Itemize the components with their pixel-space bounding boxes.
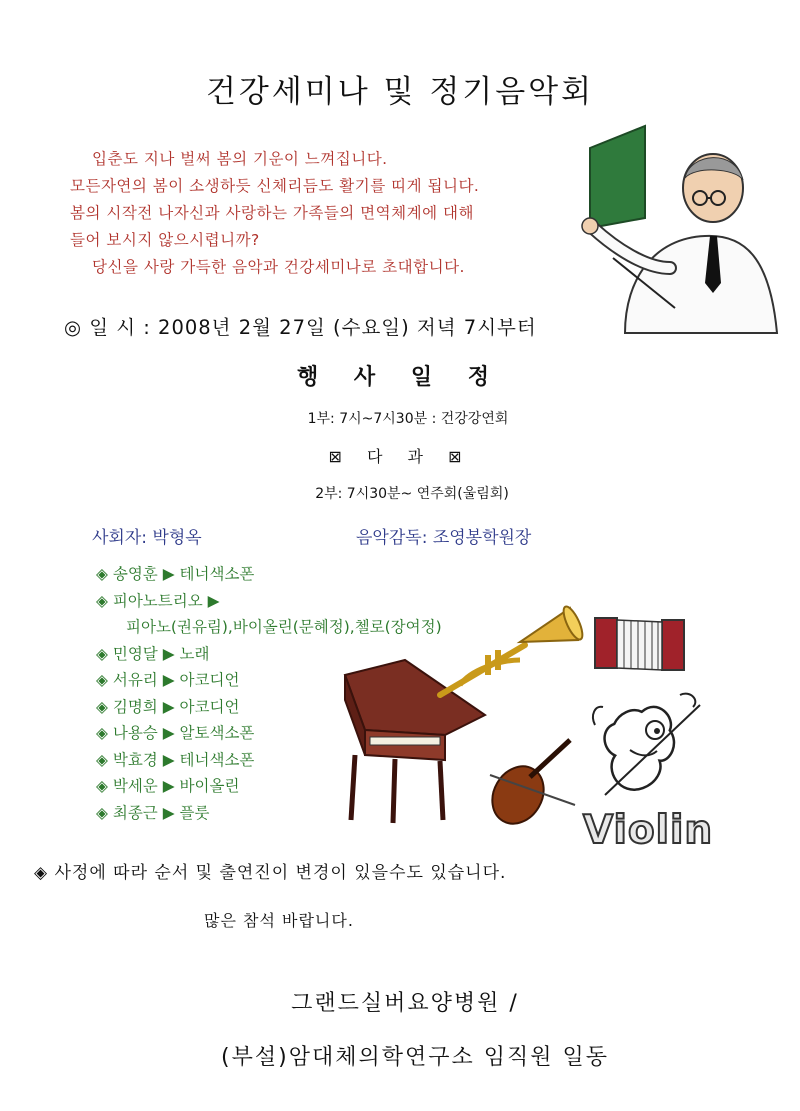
list-item: ◈ 송영훈 ▶ 테너색소폰 bbox=[96, 565, 255, 583]
schedule-title: 행 사 일 정 bbox=[297, 365, 503, 390]
trumpet-illustration bbox=[430, 600, 580, 710]
intro-line: 당신을 사랑 가득한 음악과 건강세미나로 초대합니다. bbox=[92, 258, 465, 276]
intro-line: 입춘도 지나 벌써 봄의 기운이 느껴집니다. bbox=[92, 150, 388, 168]
intro-line: 모든자연의 봄이 소생하듯 신체리듬도 활기를 띠게 됩니다. bbox=[70, 177, 480, 195]
list-item: ◈ 피아노트리오 ▶ bbox=[96, 591, 220, 610]
schedule-part2: 2부: 7시30분~ 연주회(울림회) bbox=[315, 486, 509, 502]
event-date: ◎ 일 시 : 2008년 2월 27일 (수요일) 저녁 7시부터 bbox=[64, 316, 537, 339]
cello-illustration bbox=[480, 735, 580, 830]
list-item: ◈ 박세운 ▶ 바이올린 bbox=[96, 777, 240, 795]
intro-line: 들어 보시지 않으시렵니까? bbox=[70, 231, 260, 249]
list-item: ◈ 최종근 ▶ 플룻 bbox=[96, 803, 210, 822]
list-item: ◈ 민영달 ▶ 노래 bbox=[96, 644, 210, 663]
page-title: 건강세미나 및 정기음악회 bbox=[205, 74, 595, 110]
organizer-line1: 그랜드실버요양병원 / bbox=[291, 991, 519, 1016]
conductor-illustration bbox=[565, 108, 780, 333]
list-item: ◈ 박효경 ▶ 테너색소폰 bbox=[96, 750, 255, 769]
list-item: ◈ 김명희 ▶ 아코디언 bbox=[96, 697, 240, 716]
list-item: ◈ 서유리 ▶ 아코디언 bbox=[96, 671, 240, 689]
host-label: 사회자: 박형옥 bbox=[92, 528, 202, 548]
change-notice: ◈ 사정에 따라 순서 및 출연진이 변경이 있을수도 있습니다. bbox=[34, 863, 507, 883]
music-director-label: 음악감독: 조영봉학원장 bbox=[356, 528, 532, 548]
intro-paragraph bbox=[70, 146, 570, 281]
organizer-line2: (부설)암대체의학연구소 임직원 일동 bbox=[221, 1045, 609, 1070]
accordion-illustration bbox=[592, 610, 687, 680]
violin-label: Violin bbox=[583, 808, 714, 853]
schedule-part1: 1부: 7시~7시30분 : 건강강연회 bbox=[307, 411, 509, 427]
cartoon-violin-illustration bbox=[585, 685, 715, 815]
schedule-break: ⊠ 다 과 ⊠ bbox=[328, 447, 472, 466]
welcome-message: 많은 참석 바랍니다. bbox=[204, 911, 354, 930]
list-item: 피아노(권유림),바이올린(문혜정),첼로(장여정) bbox=[126, 618, 442, 636]
list-item: ◈ 나용승 ▶ 알토색소폰 bbox=[96, 724, 255, 742]
intro-line: 봄의 시작전 나자신과 사랑하는 가족들의 면역체계에 대해 bbox=[70, 204, 474, 222]
